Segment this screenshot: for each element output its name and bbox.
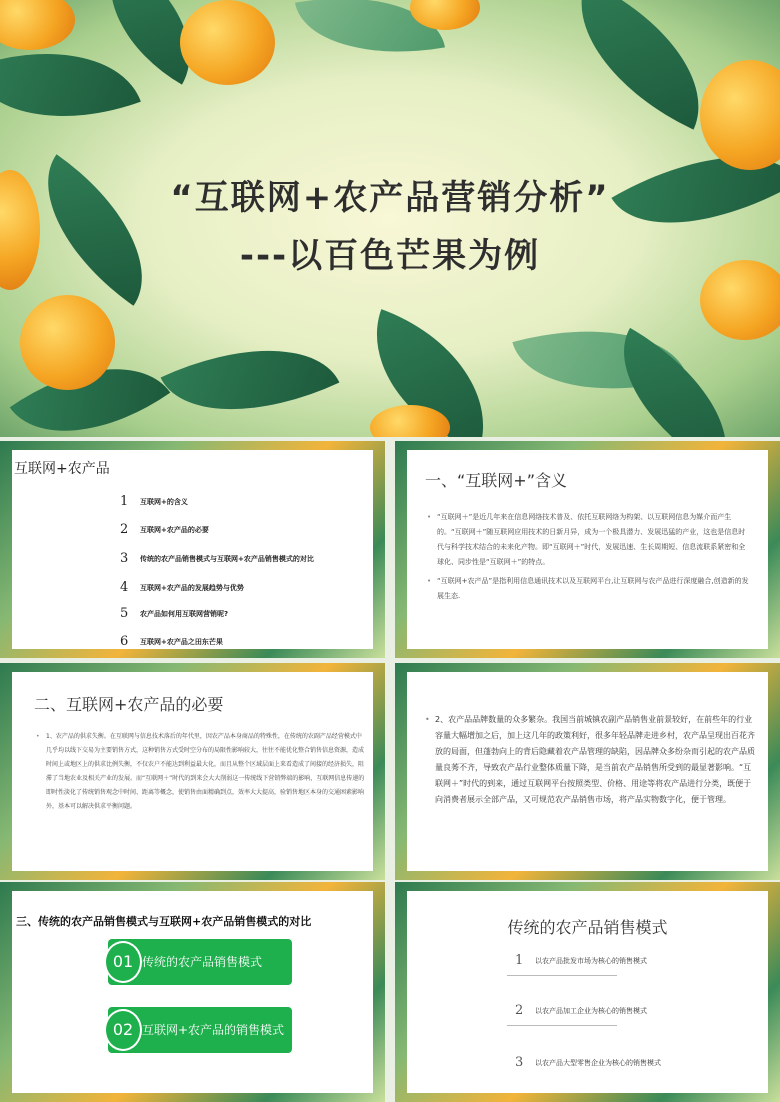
- paragraph-text: “互联网＋”是近几年来在信息网络技术普及、依托互联网络为构架、以互联网信息为媒介而产生的。“互联网＋”随互联网应用技术的日新月异，成为一个极具潜力、发展迅猛的产业，这也是信息时代与科学技术结合的未来化产物。即“互联网＋”时代，发展迅速、生长周期短、信息流联系紧密和全球化、同步性是“互联网＋”的特点。: [437, 513, 746, 566]
- slide-body: [36, 730, 366, 814]
- mode-label: 以农产品加工企业为核心的销售模式: [535, 1006, 647, 1015]
- toc-label: 传统的农产品销售模式与互联网+农产品销售模式的对比: [140, 554, 314, 563]
- toc-item: [120, 522, 209, 537]
- bullet-paragraph: [425, 712, 755, 808]
- mango-decoration: [180, 0, 275, 85]
- mode-number: 01: [104, 941, 142, 983]
- bullet-icon: •: [36, 733, 40, 740]
- mode-number: 02: [104, 1009, 142, 1051]
- bullet-icon: •: [425, 715, 430, 724]
- toc-label: 互联网+农产品之田东芒果: [140, 637, 223, 646]
- mode-number: 1: [515, 953, 524, 968]
- paragraph-text: “互联网+农产品”是指利用信息通讯技术以及互联网平台,让互联网与农产品进行深度融合,创造新的发展生态.: [437, 577, 749, 600]
- mode-item: [515, 1003, 647, 1018]
- slide-title: 一、“互联网+”含义: [425, 471, 567, 490]
- mode-item: [515, 1055, 661, 1070]
- slide-brands: [395, 663, 780, 880]
- toc-item: [120, 606, 228, 621]
- toc-item: [120, 634, 223, 649]
- hero-banner: [0, 0, 780, 437]
- mode-pill: [108, 1007, 292, 1053]
- mango-decoration: [20, 295, 115, 390]
- mode-item: [515, 953, 647, 968]
- slide-title: 传统的农产品销售模式: [507, 918, 668, 937]
- bullet-paragraph: [36, 730, 366, 814]
- bullet-paragraph: [427, 510, 752, 570]
- slide-contents: [0, 441, 385, 658]
- toc-number: 3: [120, 551, 129, 566]
- divider: [507, 1025, 617, 1026]
- divider: [507, 975, 617, 976]
- bullet-paragraph: [427, 574, 752, 604]
- toc-item: [120, 551, 314, 566]
- toc-number: 1: [120, 494, 129, 509]
- toc-number: 5: [120, 606, 129, 621]
- hero-title: “互联网+农产品营销分析”: [170, 178, 610, 218]
- toc-label: 互联网+农产品的必要: [140, 525, 209, 534]
- slide-necessity: [0, 663, 385, 880]
- toc-label: 互联网+农产品的发展趋势与优势: [140, 583, 244, 592]
- paragraph-text: 1、农产品的供求失衡。在互联网与信息技术落后的年代里，因农产品本身商品的特殊性，在传统的农副产品经营模式中几乎均以线下交易为主要销售方式，这种销售方式受时空分布的局限性影响较大，往往不能优化整合销售信息资源，造成时间上或地区上的供求比例失衡，不仅农户不能达到利益最大化，而且从整个区域层面上来看造成了间接的经济损失，阻滞了当地农业及相关产业的发展。而“互联网＋”时代的到来会大大削弱这一传统线下营销弊端的影响，互联网信息传递的即时性淡化了传统销售观念中时间、距离等概念，使销售由面精确到点，效率大大提高，验销售地区本身的交通困素影响外，基本可以解决供求平衡问题。: [46, 733, 365, 810]
- leaf-decoration: [161, 310, 340, 437]
- mango-decoration: [0, 0, 75, 50]
- toc-number: 6: [120, 634, 129, 649]
- slide-traditional-modes: [395, 882, 780, 1102]
- toc-number: 4: [120, 580, 129, 595]
- bullet-icon: •: [427, 577, 432, 585]
- slide-title: 二、互联网+农产品的必要: [34, 695, 224, 714]
- mode-pill: [108, 939, 292, 985]
- paragraph-text: 2、农产品品牌数量的众多繁杂。我国当前城镇农副产品销售业前景较好，在前些年的行业容量大幅增加之后，加上这几年的政策利好，很多年轻品牌走进乡村，农产品呈现出百花齐放的局面，但蓬勃向上的背后隐藏着农产品管理的缺陷，因品牌众多纷杂而引起的农产品质量良莠不齐，导致农产品行业整体质量下降，是当前农产品销售所受到的最显著影响。“互联网＋”时代的到来，通过互联网平台按照类型、价格、用途等将农产品进行分类，既便于向消费者展示全部产品，又可规范农产品销售市场，将产品实物数字化，便于管理。: [435, 715, 755, 804]
- toc-number: 2: [120, 522, 129, 537]
- slide-title: 互联网+农产品: [14, 461, 110, 477]
- toc-item: [120, 580, 244, 595]
- slide-body: [427, 510, 752, 604]
- mode-label: 传统的农产品销售模式: [142, 955, 263, 969]
- mango-decoration: [700, 60, 780, 170]
- toc-label: 互联网+的含义: [140, 497, 188, 506]
- toc-label: 农产品如何用互联网营销呢?: [140, 609, 229, 618]
- mode-number: 2: [515, 1003, 524, 1018]
- slide-body: [425, 712, 755, 808]
- bullet-icon: •: [427, 513, 432, 521]
- slide-comparison: [0, 882, 385, 1102]
- mode-label: 以农产品大型零售企业为核心的销售模式: [535, 1058, 661, 1067]
- slide-definition: [395, 441, 780, 658]
- toc-item: [120, 494, 188, 509]
- mode-label: 互联网+农产品的销售模式: [142, 1023, 285, 1037]
- hero-subtitle: ---以百色芒果为例: [239, 236, 541, 276]
- mode-number: 3: [515, 1055, 524, 1070]
- slide-title: 三、传统的农产品销售模式与互联网+农产品销售模式的对比: [16, 915, 312, 928]
- mode-label: 以农产品批发市场为核心的销售模式: [535, 956, 647, 965]
